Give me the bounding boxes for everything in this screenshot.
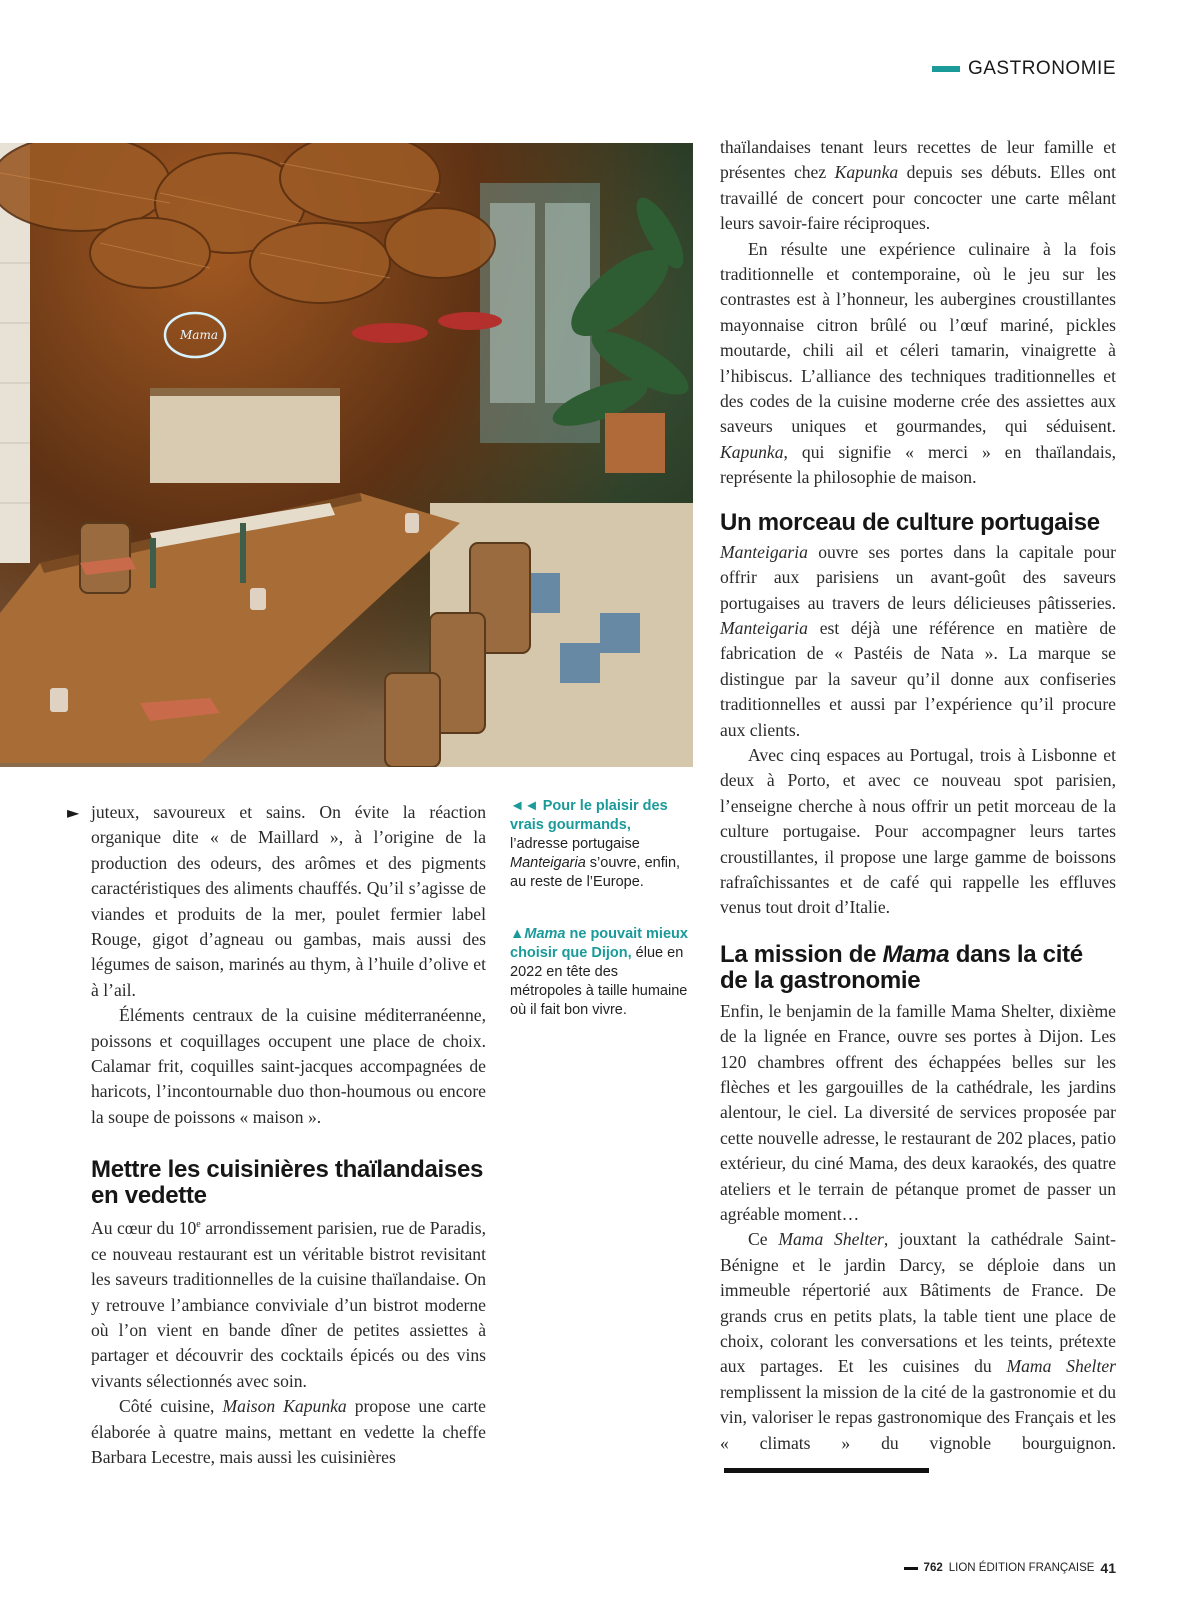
- right-paragraph-5: Enfin, le benjamin de la famille Mama Shelter, dixième de la lignée en France, ouvre ses portes à Dijon. Les 120 chambres offrent des échappées belles sur les flèches et les gargouilles de la cathédrale, les jardins alentour, le ciel. La diversité de services proposée par cette nouvelle adresse, le restaurant de 202 places, patio extérieur, du ciné Mama, des deux karaokés, des quatre ateliers et le terrain de pétanque promet de passer un agréable moment…: [720, 1000, 1116, 1225]
- footer-dash: [904, 1567, 918, 1570]
- left-paragraph-1: juteux, savoureux et sains. On évite la réaction organique dite « de Maillard », à l’origine de la production des odeurs, des arômes et des pigments caractéristiques des aliments chauffés. Qu’il s’agisse de viandes et produits de la mer, poulet fermier label Rouge, gigot d’agneau ou gambas, mais aussi des légumes de saison, marinés au thym, à l’huile d’olive et à l’ail.: [91, 802, 486, 1000]
- neon-sign-text: Mama: [180, 328, 218, 342]
- left-paragraph-4: Côté cuisine, Maison Kapunka propose une carte élaborée à quatre mains, mettant en vedette la cheffe Barbara Lecestre, mais aussi les cuisinières: [91, 1396, 486, 1467]
- right-paragraph-1: thaïlandaises tenant leurs recettes de leur famille et présentes chez Kapunka depuis ses débuts. Elles ont travaillé de concert pour concocter une carte mêlant leurs savoir-faire réciproques.: [720, 137, 1116, 234]
- restaurant-photo: [0, 143, 693, 767]
- subhead-thai-cooks: Mettre les cuisinières thaïlandaises en vedette: [91, 1156, 484, 1210]
- section-accent-bar: [932, 66, 960, 72]
- left-paragraph-2: Éléments centraux de la cuisine méditerranéenne, poissons et coquillages occupent une place de choix. Calamar frit, coquilles saint-jacques accompagnées de haricots, l’incontournable duo thon-houmous ou encore la soupe de poissons « maison ».: [91, 1005, 486, 1127]
- page-number: 41: [1100, 1560, 1116, 1576]
- left-paragraph-3: Au cœur du 10e arrondissement parisien, rue de Paradis, ce nouveau restaurant est un véritable bistrot revisitant les saveurs traditionnelles de la cuisine thaïlandaise. On y retrouve l’ambiance conviviale d’un bistrot moderne où l’on vient en bande dîner de petites assiettes à partager et découvrir des cocktails épicés ou des vins vivants sélectionnés avec soin.: [91, 1218, 486, 1391]
- issue-number: 762: [923, 1562, 943, 1574]
- right-paragraph-3: Manteigaria ouvre ses portes dans la capitale pour offrir aux parisiens un avant-goût des saveurs portugaises au travers de leurs délicieuses pâtisseries. Manteigaria est déjà une référence en matière de fabrication de « Pastéis de Nata ». La marque se distingue par la saveur qu’il donne aux confiseries traditionnelles et aussi par l’expérience qu’il procure aux clients.: [720, 541, 1116, 740]
- subhead-mama-mission: La mission de Mama dans la cité de la gastronomie: [720, 940, 1083, 994]
- magazine-name: LION ÉDITION FRANÇAISE: [948, 1562, 1095, 1574]
- page-footer: [904, 1560, 1116, 1576]
- right-paragraph-4: Avec cinq espaces au Portugal, trois à Lisbonne et deux à Porto, et avec ce nouveau spot parisien, l’enseigne cherche à nous offrir un petit morceau de la culture portugaise. Pour accompagner leurs tartes croustillantes, il propose une large gamme de boissons rafraîchissantes et de café qui rappelle les effluves venus tout droit d’Italie.: [720, 744, 1116, 918]
- right-paragraph-6: Ce Mama Shelter, jouxtant la cathédrale Saint-Bénigne et le jardin Darcy, se déploie dans un immeuble répertorié aux Bâtiments de France. De grands crus en petits plats, la table tient une place de choix, colorant les conversations et les teints, prétexte aux partages. Et les cuisines du Mama Shelter remplissent la mission de la cité de la gastronomie et du vin, valoriser le repas gastronomique des Français et les « climats » du vignoble bourguignon.: [720, 1227, 1116, 1481]
- photo-caption-manteigaria: ◄◄ Pour le plaisir des vrais gourmands, l’adresse portugaise Manteigaria s’ouvre, enfin, au reste de l’Europe.: [510, 798, 681, 890]
- left-column: [91, 800, 486, 1470]
- section-title: GASTRONOMIE: [967, 58, 1116, 79]
- continuation-arrow: ►: [67, 803, 80, 822]
- right-column: [720, 135, 1116, 1482]
- photo-caption-mama: ▲Mama ne pouvait mieux choisir que Dijon, élue en 2022 en tête des métropoles à taille humaine où il fait bon vivre.: [510, 926, 688, 1018]
- right-paragraph-2: En résulte une expérience culinaire à la fois traditionnelle et contemporaine, où le jeu sur les contrastes est à l’honneur, les aubergines croustillantes mayonnaise citron brûlé ou l’œuf mariné, pickles moutarde, chili ail et céleri tamarin, vinaigrette à l’hibiscus. L’alliance des techniques traditionnelles et des codes de la cuisine moderne crée des assiettes aux saveurs uniques et gourmandes, qui séduisent. Kapunka, qui signifie « merci » en thaïlandais, représente la philosophie de maison.: [720, 238, 1116, 488]
- restaurant-illustration: [0, 143, 693, 767]
- subhead-portuguese-culture: Un morceau de culture portugaise: [720, 508, 1100, 536]
- article-end-bar: [724, 1468, 929, 1473]
- section-tag: [932, 58, 1116, 80]
